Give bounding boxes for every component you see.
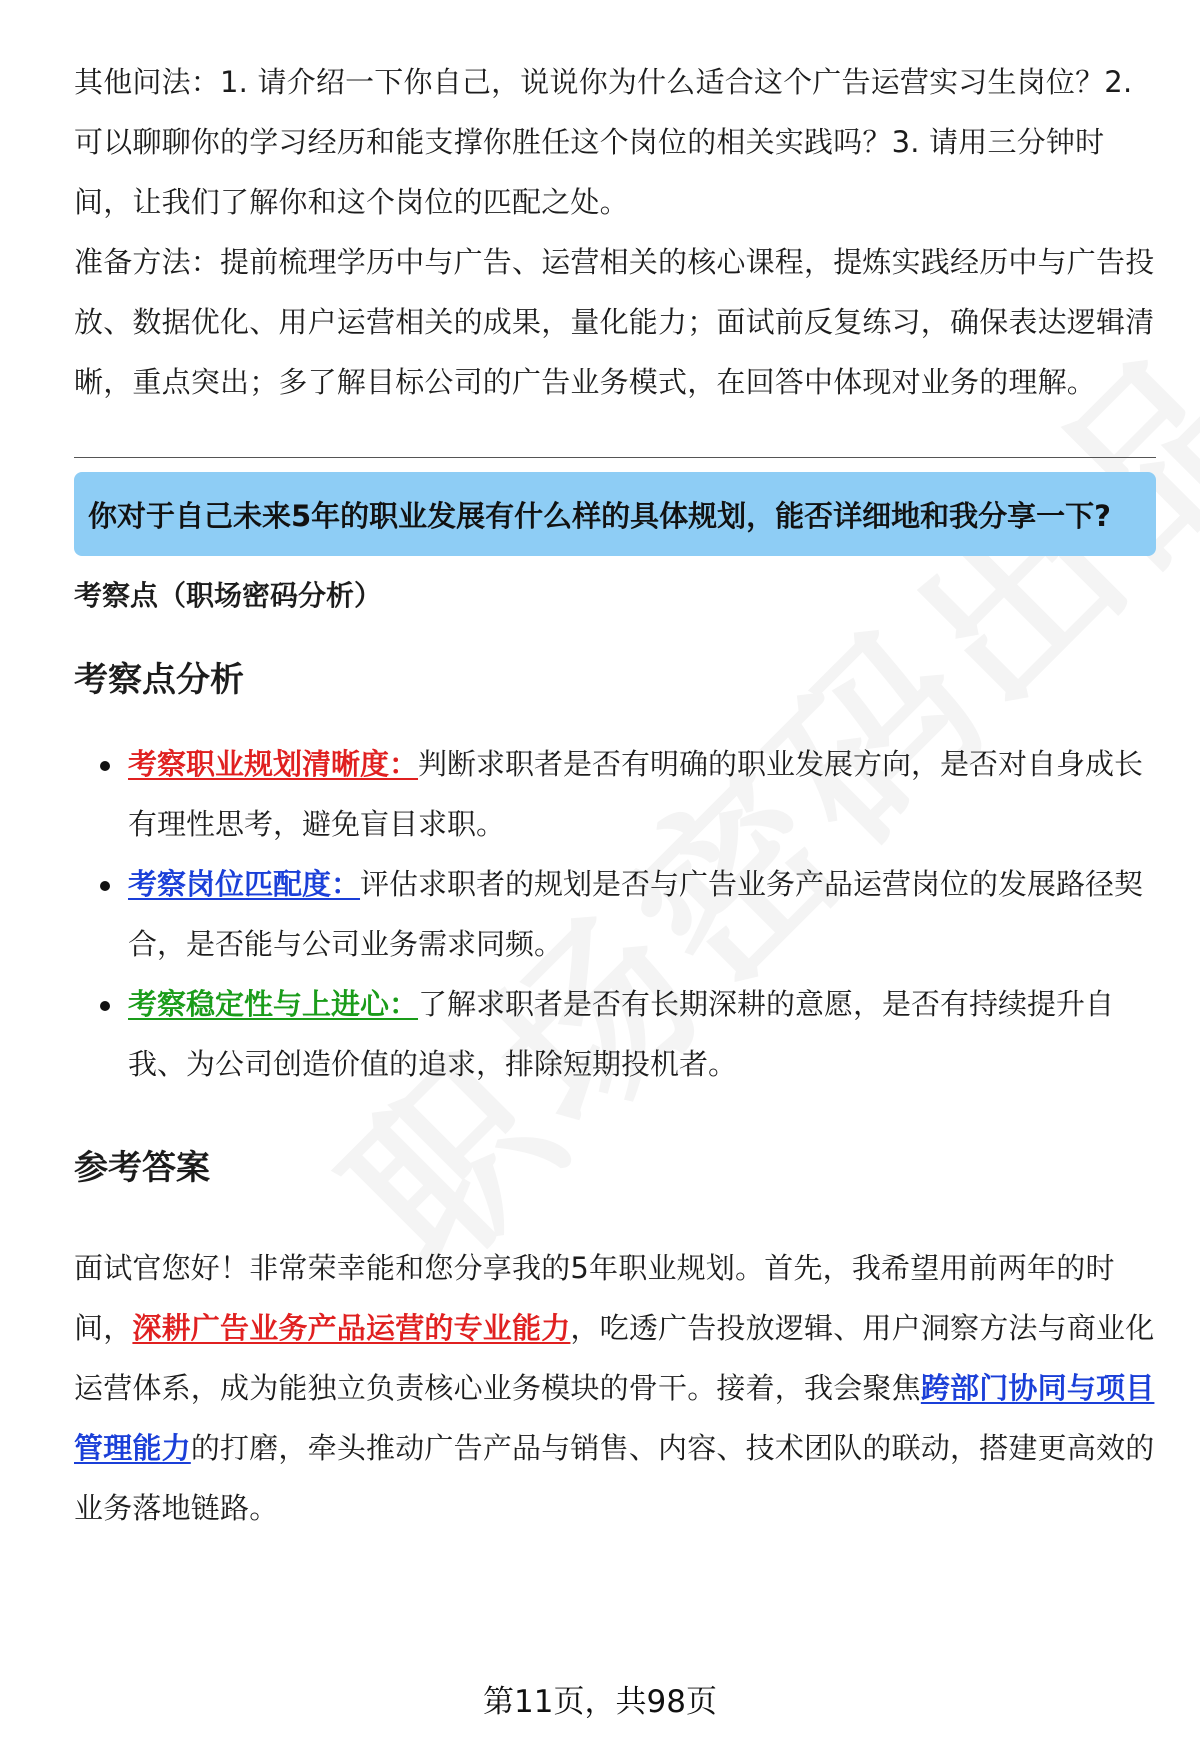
answer-highlight: 深耕广告业务产品运营的专业能力 (132, 1311, 571, 1345)
document-page (74, 52, 1156, 1538)
list-item-highlight: 考察职业规划清晰度： (128, 747, 419, 781)
answer-text: 的打磨，牵头推动广告产品与销售、内容、技术团队的联动，搭建更高效的业务落地链路。 (74, 1431, 1155, 1525)
question-box (74, 472, 1156, 556)
answer-heading: 参考答案 (74, 1148, 210, 1188)
answer-paragraph (74, 1238, 1156, 1538)
list-item-text: 判断求职者是否有明确的职业发展方向，是否对自身成长有理性思考，避免盲目求职。 (128, 747, 1144, 841)
bullet-dot-icon (100, 1001, 110, 1011)
list-item (74, 974, 1156, 1094)
section-divider (74, 457, 1156, 458)
question-text: 你对于自己未来5年的职业发展有什么样的具体规划，能否详细地和我分享一下? (88, 499, 1112, 533)
list-item (74, 854, 1156, 974)
page-indicator: 第11页，共98页 (483, 1684, 717, 1720)
list-item-text: 评估求职者的规划是否与广告业务产品运营岗位的发展路径契合，是否能与公司业务需求同频。 (128, 867, 1144, 961)
analysis-heading: 考察点分析 (74, 660, 244, 700)
analysis-subtitle: 考察点（职场密码分析） (74, 579, 383, 612)
other-questions-paragraph: 其他问法：1. 请介绍一下你自己，说说你为什么适合这个广告运营实习生岗位？2. 可以聊聊你的学习经历和能支撑你胜任这个岗位的相关实践吗？3. 请用三分钟时间，让我们了解你和这个岗位的匹配之处。 (74, 65, 1133, 219)
list-item-highlight: 考察稳定性与上进心： (128, 987, 419, 1021)
list-item-highlight: 考察岗位匹配度： (128, 867, 361, 901)
bullet-dot-icon (100, 761, 110, 771)
list-item-text: 了解求职者是否有长期深耕的意愿，是否有持续提升自我、为公司创造价值的追求，排除短期投机者。 (128, 987, 1115, 1081)
bullet-dot-icon (100, 881, 110, 891)
analysis-list (74, 734, 1156, 1094)
preparation-paragraph: 准备方法：提前梳理学历中与广告、运营相关的核心课程，提炼实践经历中与广告投放、数据优化、用户运营相关的成果，量化能力；面试前反复练习，确保表达逻辑清晰，重点突出；多了解目标公司的广告业务模式，在回答中体现对业务的理解。 (74, 245, 1155, 399)
answer-text: ，吃透广告投放逻辑、用户洞察方法与商业化运营体系，成为能独立负责核心业务模块的骨干。接着，我会聚焦 (74, 1311, 1155, 1405)
answer-highlight: 跨部门协同与项目管理能力 (74, 1371, 1155, 1465)
list-item (74, 734, 1156, 854)
answer-text: 面试官您好！非常荣幸能和您分享我的5年职业规划。首先，我希望用前两年的时间， (74, 1251, 1115, 1345)
